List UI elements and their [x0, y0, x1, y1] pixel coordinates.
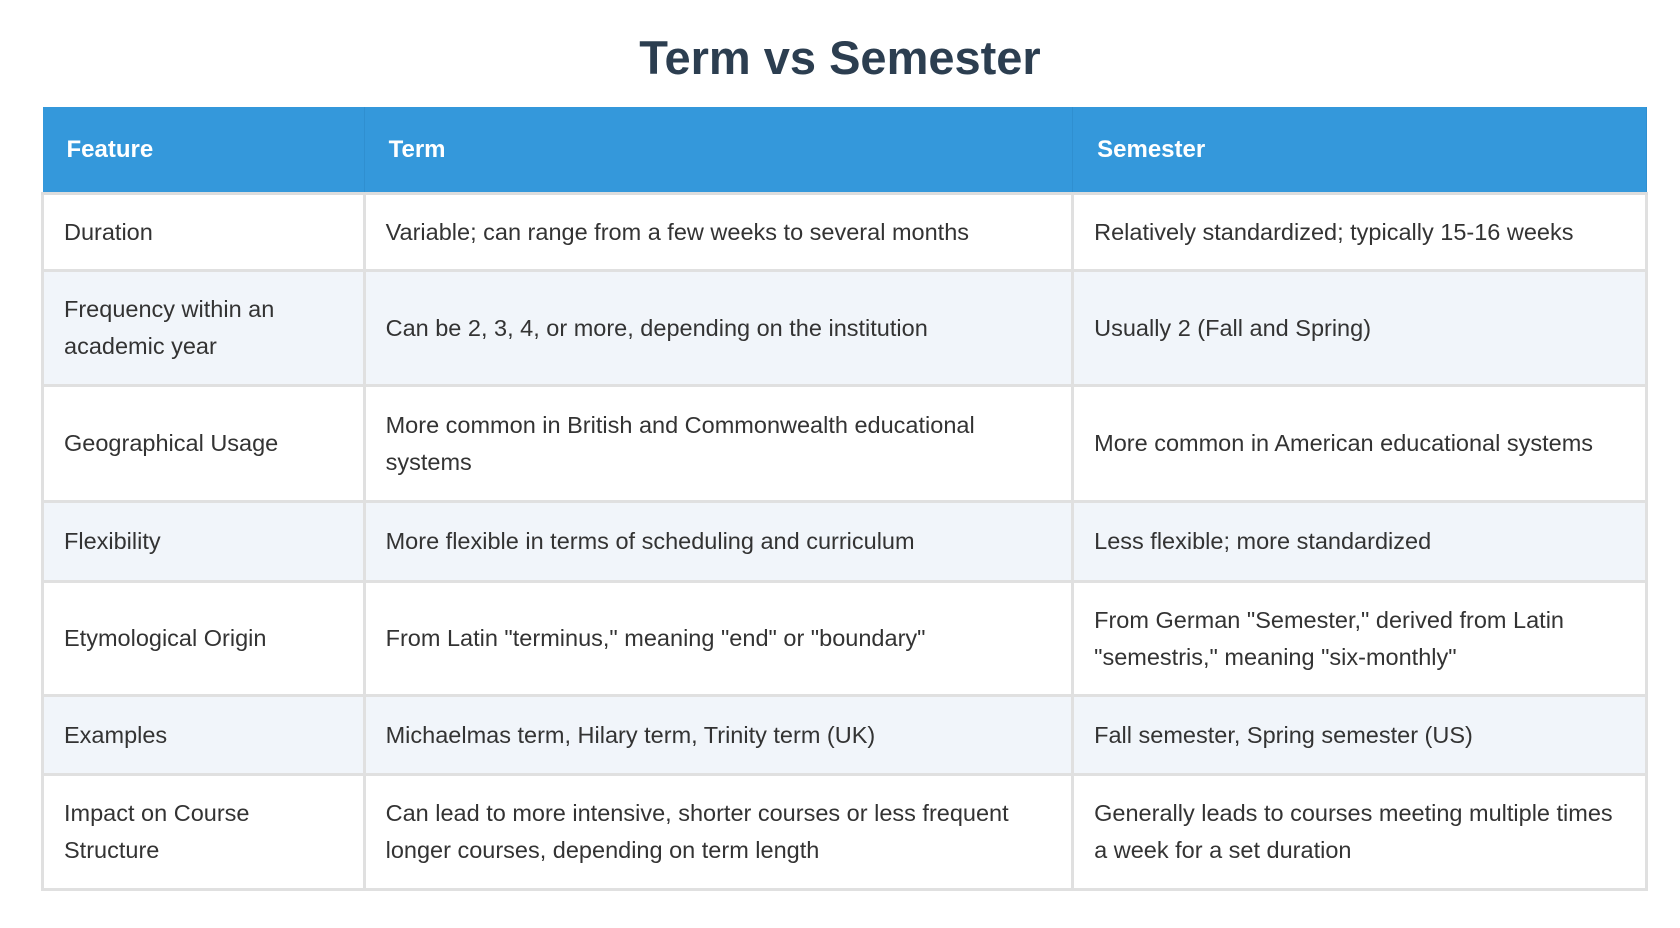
table-header-row: [43, 107, 1647, 194]
header-semester: Semester: [1073, 107, 1647, 194]
comparison-table: [41, 107, 1648, 891]
feature-cell: Flexibility: [43, 502, 365, 582]
feature-cell: Examples: [43, 696, 365, 775]
table-row: [43, 502, 1647, 582]
feature-cell: Geographical Usage: [43, 386, 365, 502]
table-row: [43, 271, 1647, 386]
feature-cell: Frequency within an academic year: [43, 271, 365, 386]
semester-cell: Less flexible; more standardized: [1073, 502, 1647, 582]
header-term: Term: [364, 107, 1073, 194]
semester-cell: Usually 2 (Fall and Spring): [1073, 271, 1647, 386]
term-cell: More flexible in terms of scheduling and curriculum: [364, 502, 1073, 582]
semester-cell: From German "Semester," derived from Latin "semestris," meaning "six-monthly": [1073, 582, 1647, 696]
term-cell: Can be 2, 3, 4, or more, depending on the institution: [364, 271, 1073, 386]
term-cell: Variable; can range from a few weeks to several months: [364, 194, 1073, 271]
feature-cell: Impact on Course Structure: [43, 775, 365, 890]
header-feature: Feature: [43, 107, 365, 194]
table-row: [43, 194, 1647, 271]
table-row: [43, 582, 1647, 696]
feature-cell: Etymological Origin: [43, 582, 365, 696]
table-row: [43, 696, 1647, 775]
term-cell: Michaelmas term, Hilary term, Trinity term (UK): [364, 696, 1073, 775]
page-title: Term vs Semester: [639, 31, 1041, 84]
semester-cell: Generally leads to courses meeting multiple times a week for a set duration: [1073, 775, 1647, 890]
term-cell: Can lead to more intensive, shorter courses or less frequent longer courses, depending on term length: [364, 775, 1073, 890]
semester-cell: More common in American educational systems: [1073, 386, 1647, 502]
table-row: [43, 386, 1647, 502]
term-cell: More common in British and Commonwealth educational systems: [364, 386, 1073, 502]
semester-cell: Relatively standardized; typically 15-16 weeks: [1073, 194, 1647, 271]
semester-cell: Fall semester, Spring semester (US): [1073, 696, 1647, 775]
term-cell: From Latin "terminus," meaning "end" or "boundary": [364, 582, 1073, 696]
table-row: [43, 775, 1647, 890]
feature-cell: Duration: [43, 194, 365, 271]
